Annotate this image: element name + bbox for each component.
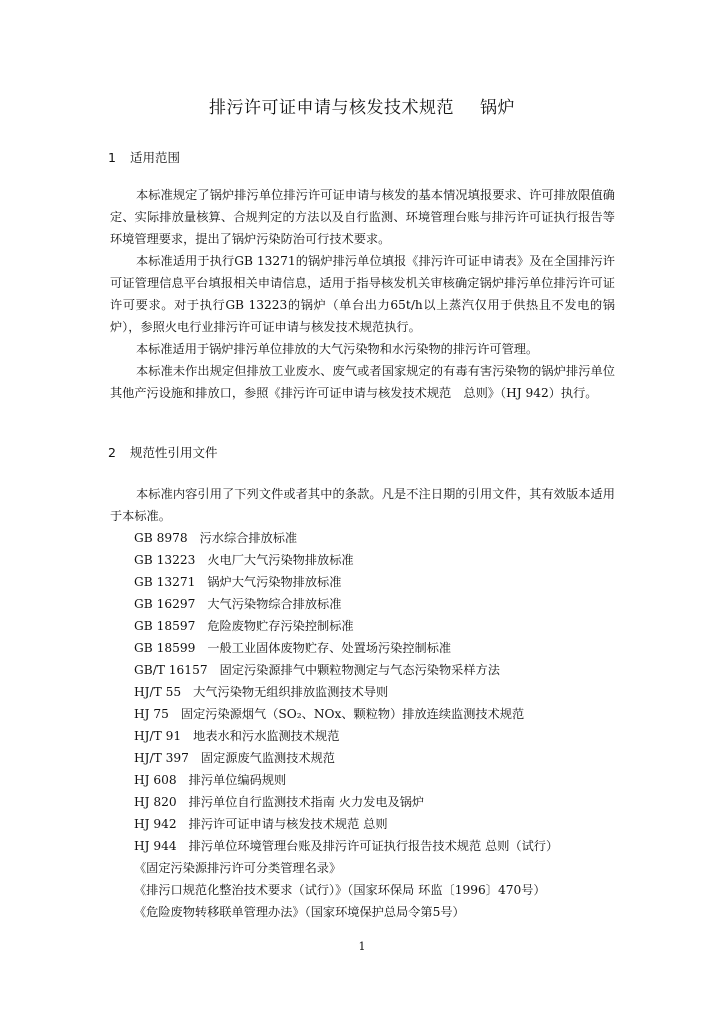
reference-item bbox=[134, 835, 558, 857]
reference-code: HJ/T 55 bbox=[134, 685, 182, 699]
reference-item bbox=[134, 615, 558, 637]
reference-item bbox=[134, 593, 558, 615]
section-1-number: 1 bbox=[108, 150, 116, 165]
reference-name: 《固定污染源排污许可分类管理名录》 bbox=[134, 861, 342, 875]
reference-name: 火电厂大气污染物排放标准 bbox=[207, 553, 354, 567]
reference-item bbox=[134, 879, 558, 901]
section-2-heading bbox=[108, 443, 218, 461]
reference-code: HJ 75 bbox=[134, 707, 169, 721]
reference-code: HJ/T 91 bbox=[134, 729, 182, 743]
reference-code: HJ 820 bbox=[134, 795, 177, 809]
reference-name: 固定源废气监测技术规范 bbox=[200, 751, 335, 765]
reference-code: GB 18599 bbox=[134, 641, 196, 655]
reference-name: 排污单位环境管理台账及排污许可证执行报告技术规范 总则（试行） bbox=[188, 839, 559, 853]
reference-name: 一般工业固体废物贮存、处置场污染控制标准 bbox=[207, 641, 452, 655]
reference-item bbox=[134, 681, 558, 703]
reference-item bbox=[134, 857, 558, 879]
reference-item bbox=[134, 813, 558, 835]
reference-name: 《排污口规范化整治技术要求（试行）》（国家环保局 环监〔1996〕470号） bbox=[134, 883, 546, 897]
reference-name: 排污单位自行监测技术指南 火力发电及锅炉 bbox=[188, 795, 425, 809]
reference-item bbox=[134, 571, 558, 593]
reference-name: 排污许可证申请与核发技术规范 总则 bbox=[188, 817, 388, 831]
reference-code: HJ 608 bbox=[134, 773, 177, 787]
reference-name: 地表水和污水监测技术规范 bbox=[193, 729, 340, 743]
reference-name: 排污单位编码规则 bbox=[188, 773, 287, 787]
reference-item bbox=[134, 703, 558, 725]
section-1-title: 适用范围 bbox=[130, 150, 181, 165]
reference-item bbox=[134, 637, 558, 659]
reference-name: 大气污染物无组织排放监测技术导则 bbox=[193, 685, 389, 699]
document-title bbox=[0, 93, 724, 118]
section-2-intro: 本标准内容引用了下列文件或者其中的条款。凡是不注日期的引用文件，其有效版本适用于本标准。 bbox=[110, 487, 615, 523]
reference-code: GB 13223 bbox=[134, 553, 196, 567]
section-1-paragraph-2: 本标准适用于执行GB 13271的锅炉排污单位填报《排污许可证申请表》及在全国排污许可证管理信息平台填报相关申请信息，适用于指导核发机关审核确定锅炉排污单位排污许可证许可要求。对于执行GB 13223的锅炉（单台出力65t/h以上蒸汽仅用于供热且不发电的锅炉），参照火电行业排污许可证申请与核发技术规范执行。 bbox=[110, 254, 615, 334]
reference-name: 固定污染源烟气（SO₂、NOx、颗粒物）排放连续监测技术规范 bbox=[180, 707, 525, 721]
reference-code: GB/T 16157 bbox=[134, 663, 208, 677]
reference-name: 《危险废物转移联单管理办法》（国家环境保护总局令第5号） bbox=[134, 905, 465, 919]
reference-code: HJ 942 bbox=[134, 817, 177, 831]
section-1-paragraph-1: 本标准规定了锅炉排污单位排污许可证申请与核发的基本情况填报要求、许可排放限值确定、实际排放量核算、合规判定的方法以及自行监测、环境管理台账与排污许可证执行报告等环境管理要求，提出了锅炉污染防治可行技术要求。 bbox=[110, 188, 615, 246]
reference-code: GB 8978 bbox=[134, 531, 188, 545]
reference-item bbox=[134, 747, 558, 769]
title-main: 排污许可证申请与核发技术规范 bbox=[209, 98, 454, 118]
reference-code: HJ/T 397 bbox=[134, 751, 189, 765]
section-1-heading bbox=[108, 148, 180, 166]
reference-name: 固定污染源排气中颗粒物测定与气态污染物采样方法 bbox=[219, 663, 500, 677]
section-1-paragraph-3: 本标准适用于锅炉排污单位排放的大气污染物和水污染物的排污许可管理。 bbox=[136, 342, 539, 356]
section-1-paragraph-4: 本标准未作出规定但排放工业废水、废气或者国家规定的有毒有害污染物的锅炉排污单位其他产污设施和排放口，参照《排污许可证申请与核发技术规范 总则》（HJ 942）执行。 bbox=[110, 364, 615, 400]
page-number: 1 bbox=[358, 940, 366, 953]
reference-name: 危险废物贮存污染控制标准 bbox=[207, 619, 354, 633]
reference-item bbox=[134, 527, 558, 549]
reference-item bbox=[134, 659, 558, 681]
reference-code: HJ 944 bbox=[134, 839, 177, 853]
reference-name: 污水综合排放标准 bbox=[199, 531, 298, 545]
reference-item bbox=[134, 901, 558, 923]
title-sub: 锅炉 bbox=[480, 98, 515, 118]
reference-item bbox=[134, 791, 558, 813]
reference-code: GB 18597 bbox=[134, 619, 196, 633]
reference-list bbox=[134, 527, 558, 923]
section-2-number: 2 bbox=[108, 445, 116, 460]
reference-item bbox=[134, 769, 558, 791]
section-2-title: 规范性引用文件 bbox=[130, 445, 218, 460]
reference-code: GB 13271 bbox=[134, 575, 196, 589]
reference-name: 锅炉大气污染物排放标准 bbox=[207, 575, 342, 589]
reference-name: 大气污染物综合排放标准 bbox=[207, 597, 342, 611]
reference-code: GB 16297 bbox=[134, 597, 196, 611]
reference-item bbox=[134, 725, 558, 747]
reference-item bbox=[134, 549, 558, 571]
